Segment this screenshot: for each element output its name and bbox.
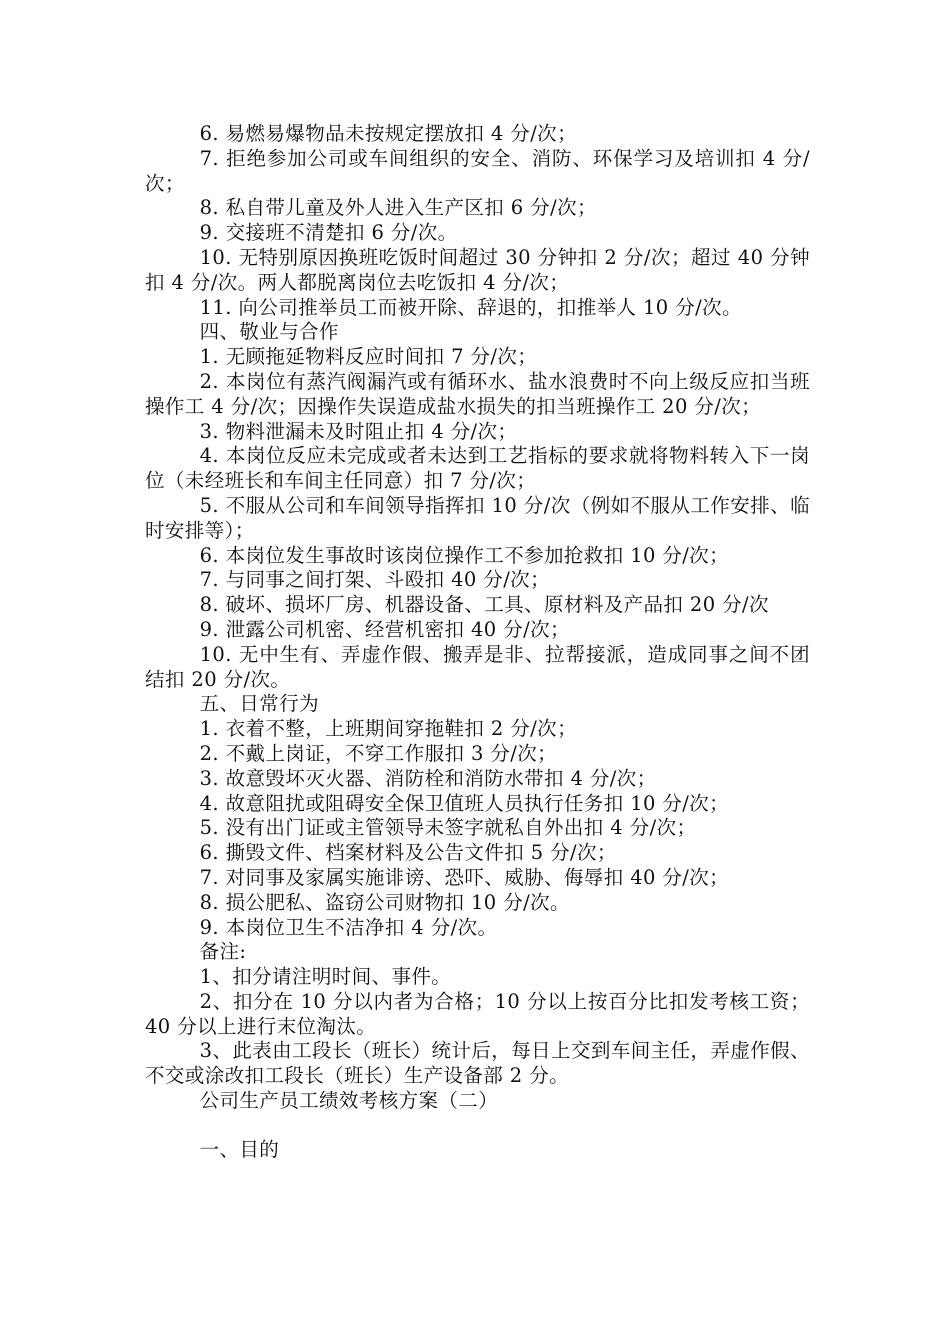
note-item: 3、此表由工段长（班长）统计后，每日上交到车间主任，弄虚作假、不交或涂改扣工段长（班长）生产设备部 2 分。 [145,1039,810,1088]
note-item: 2、扣分在 10 分以内者为合格；10 分以上按百分比扣发考核工资；40 分以上进行末位淘汰。 [145,989,810,1038]
document-subtitle: 公司生产员工绩效考核方案（二） [199,1089,499,1113]
paragraph: 8. 损公肥私、盗窃公司财物扣 10 分/次。 [199,890,570,914]
paragraph: 7. 对同事及家属实施诽谤、恐吓、威胁、侮辱扣 40 分/次； [199,865,730,889]
paragraph: 7. 与同事之间打架、斗殴扣 40 分/次； [199,568,550,592]
paragraph: 4. 故意阻扰或阻碍安全保卫值班人员执行任务扣 10 分/次； [199,791,730,815]
blank-line [145,1114,810,1138]
note-item: 1、扣分请注明时间、事件。 [199,965,452,989]
paragraph: 2. 不戴上岗证，不穿工作服扣 3 分/次； [199,741,558,765]
paragraph: 10. 无中生有、弄虚作假、搬弄是非、拉帮接派，造成同事之间不团结扣 20 分/次。 [145,642,810,691]
paragraph: 7. 拒绝参加公司或车间组织的安全、消防、环保学习及培训扣 4 分/次； [145,146,810,195]
paragraph: 9. 本岗位卫生不洁净扣 4 分/次。 [199,915,498,939]
paragraph: 5. 不服从公司和车间领导指挥扣 10 分/次（例如不服从工作安排、临时安排等）； [145,493,810,542]
paragraph: 3. 物料泄漏未及时阻止扣 4 分/次； [199,419,518,443]
section-heading: 四、敬业与合作 [199,320,339,344]
paragraph: 2. 本岗位有蒸汽阀漏汽或有循环水、盐水浪费时不向上级反应扣当班操作工 4 分/次；因操作失误造成盐水损失的扣当班操作工 20 分/次； [145,369,810,418]
paragraph: 9. 交接班不清楚扣 6 分/次。 [199,221,458,245]
paragraph: 6. 本岗位发生事故时该岗位操作工不参加抢救扣 10 分/次； [199,543,730,567]
paragraph: 3. 故意毁坏灭火器、消防栓和消防水带扣 4 分/次； [199,766,657,790]
notes-heading: 备注: [199,940,247,964]
paragraph: 8. 私自带儿童及外人进入生产区扣 6 分/次； [199,196,597,220]
paragraph: 8. 破坏、损坏厂房、机器设备、工具、原材料及产品扣 20 分/次 [199,593,769,617]
paragraph: 11. 向公司推举员工而被开除、辞退的，扣推举人 10 分/次。 [199,295,742,319]
document-body [145,122,810,1163]
paragraph: 1. 无顾拖延物料反应时间扣 7 分/次； [199,345,538,369]
final-heading: 一、目的 [199,1137,280,1161]
paragraph: 5. 没有出门证或主管领导未签字就私自外出扣 4 分/次； [199,816,697,840]
section-heading: 五、日常行为 [199,692,319,716]
paragraph: 1. 衣着不整，上班期间穿拖鞋扣 2 分/次； [199,717,577,741]
paragraph: 4. 本岗位反应未完成或者未达到工艺指标的要求就将物料转入下一岗位（未经班长和车间主任同意）扣 7 分/次； [145,444,810,493]
paragraph: 9. 泄露公司机密、经营机密扣 40 分/次； [199,617,570,641]
paragraph: 10. 无特别原因换班吃饭时间超过 30 分钟扣 2 分/次；超过 40 分钟扣 4 分/次。两人都脱离岗位去吃饭扣 4 分/次； [145,245,810,294]
paragraph: 6. 撕毁文件、档案材料及公告文件扣 5 分/次； [199,841,617,865]
paragraph: 6. 易燃易爆物品未按规定摆放扣 4 分/次； [199,122,577,145]
